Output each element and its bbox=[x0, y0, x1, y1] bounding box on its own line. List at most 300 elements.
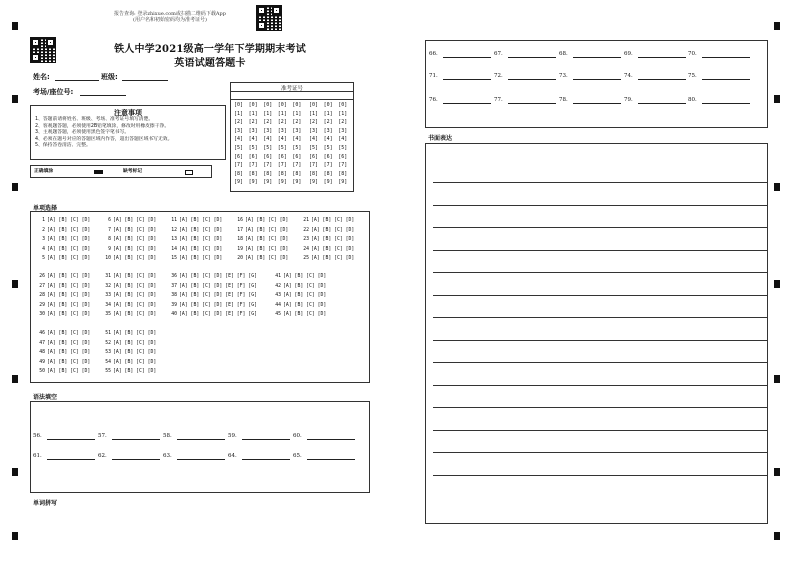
exam-id-bubble[interactable]: [9] bbox=[248, 179, 258, 186]
writing-answer-box bbox=[425, 143, 768, 524]
mc-question-number: 43 bbox=[275, 293, 281, 299]
blank-number: 63. bbox=[163, 453, 172, 459]
exam-id-bubble[interactable]: [6] bbox=[234, 153, 244, 160]
mc-option-bubbles[interactable]: [A] [B] [C] [D] bbox=[245, 218, 289, 223]
blank-number: 61. bbox=[33, 453, 42, 459]
mc-question-number: 14 bbox=[171, 246, 177, 252]
blank-number: 68. bbox=[559, 51, 568, 57]
exam-id-bubble[interactable]: [9] bbox=[323, 179, 333, 186]
exam-id-bubble[interactable]: [4] bbox=[234, 136, 244, 143]
mc-option-bubbles[interactable]: [A] [B] [C] [D] [E] [F] [G] bbox=[179, 283, 257, 289]
answer-blank[interactable] bbox=[702, 103, 750, 104]
mc-option-bubbles[interactable]: [A] [B] [C] [D] bbox=[113, 312, 157, 318]
mc-option-bubbles[interactable]: [A] [B] [C] [D] bbox=[311, 237, 355, 243]
writing-line[interactable] bbox=[433, 272, 767, 273]
mc-question-number: 1 bbox=[42, 218, 45, 223]
writing-line[interactable] bbox=[433, 430, 767, 431]
mc-option-bubbles[interactable]: [A] [B] [C] [D] bbox=[47, 237, 91, 243]
mc-question-number: 28 bbox=[39, 293, 45, 299]
exam-id-bubble[interactable]: [0] bbox=[248, 102, 258, 108]
exam-id-bubble[interactable]: [4] bbox=[248, 136, 258, 143]
mc-option-bubbles[interactable]: [A] [B] [C] [D] bbox=[47, 293, 91, 299]
report-notice-line1: 报告查询: 登录zhixue.com或扫描二维码下载App bbox=[114, 11, 226, 17]
exam-id-bubble[interactable]: [8] bbox=[323, 170, 333, 177]
answer-blank[interactable] bbox=[508, 79, 556, 80]
exam-id-bubble[interactable]: [7] bbox=[234, 162, 244, 169]
missing-mark-label: 缺考标记 bbox=[123, 169, 143, 174]
mc-question-number: 30 bbox=[39, 312, 45, 318]
mc-question-number: 13 bbox=[171, 237, 177, 243]
writing-line[interactable] bbox=[433, 362, 767, 363]
alignment-mark bbox=[774, 375, 780, 383]
exam-id-bubble[interactable]: [4] bbox=[277, 136, 287, 143]
mc-option-bubbles[interactable]: [A] [B] [C] [D] bbox=[113, 350, 157, 356]
blank-number: 79. bbox=[624, 97, 633, 103]
answer-blank[interactable] bbox=[702, 79, 750, 80]
alignment-mark bbox=[774, 95, 780, 103]
exam-id-bubble[interactable]: [0] bbox=[277, 102, 287, 108]
mc-question-number: 23 bbox=[303, 237, 309, 243]
mc-option-bubbles[interactable]: [A] [B] [C] [D] bbox=[113, 369, 157, 375]
answer-blank[interactable] bbox=[573, 57, 621, 58]
blank-number: 80. bbox=[688, 97, 697, 103]
missing-mark-box[interactable] bbox=[185, 170, 193, 175]
mc-question-number: 48 bbox=[39, 350, 45, 356]
answer-blank[interactable] bbox=[177, 439, 225, 440]
writing-line[interactable] bbox=[433, 385, 767, 386]
mc-question-number: 24 bbox=[303, 246, 309, 252]
mc-option-bubbles[interactable]: [A] [B] [C] [D] bbox=[47, 340, 91, 346]
answer-blank[interactable] bbox=[573, 79, 621, 80]
exam-id-bubble[interactable]: [7] bbox=[338, 162, 348, 169]
mc-question-number: 32 bbox=[105, 283, 111, 289]
answer-blank[interactable] bbox=[508, 103, 556, 104]
correct-fill-label: 正确填涂 bbox=[34, 169, 54, 174]
mc-question-number: 25 bbox=[303, 256, 309, 262]
blank-number: 58. bbox=[163, 433, 172, 439]
exam-title: 铁人中学2021级高一学年下学期期末考试 bbox=[114, 44, 306, 55]
answer-blank[interactable] bbox=[443, 79, 491, 80]
app-qr-code bbox=[256, 5, 282, 31]
exam-id-bubble[interactable]: [5] bbox=[323, 145, 333, 151]
answer-blank[interactable] bbox=[638, 79, 686, 80]
answer-blank[interactable] bbox=[307, 459, 355, 460]
exam-id-bubble[interactable]: [2] bbox=[234, 119, 244, 126]
mc-option-bubbles[interactable]: [A] [B] [C] [D] bbox=[47, 312, 91, 318]
exam-id-bubble[interactable]: [7] bbox=[277, 162, 287, 169]
mc-question-number: 51 bbox=[105, 331, 111, 336]
exam-id-bubble[interactable]: [5] bbox=[309, 145, 319, 151]
writing-line[interactable] bbox=[433, 407, 767, 408]
answer-blank[interactable] bbox=[112, 459, 160, 460]
mc-option-bubbles[interactable]: [A] [B] [C] [D] bbox=[283, 283, 327, 289]
blank-number: 75. bbox=[688, 73, 697, 79]
mc-question-number: 46 bbox=[39, 331, 45, 336]
exam-id-bubble[interactable]: [0] bbox=[338, 102, 348, 108]
blank-number: 56. bbox=[33, 433, 42, 439]
mc-option-bubbles[interactable]: [A] [B] [C] [D] bbox=[47, 283, 91, 289]
mc-question-number: 19 bbox=[237, 246, 243, 252]
spelling-section-label: 单词拼写 bbox=[33, 500, 58, 507]
mc-option-bubbles[interactable]: [A] [B] [C] [D] bbox=[47, 218, 91, 223]
mc-option-bubbles[interactable]: [A] [B] [C] [D] bbox=[113, 359, 157, 365]
alignment-mark bbox=[12, 183, 18, 191]
answer-blank[interactable] bbox=[47, 459, 95, 460]
mc-question-number: 34 bbox=[105, 302, 111, 308]
alignment-mark bbox=[12, 375, 18, 383]
answer-blank[interactable] bbox=[443, 57, 491, 58]
exam-id-bubble[interactable]: [2] bbox=[338, 119, 348, 126]
exam-id-bubble[interactable]: [1] bbox=[277, 110, 287, 117]
mc-option-bubbles[interactable]: [A] [B] [C] [D] [E] [F] [G] bbox=[179, 274, 257, 279]
exam-id-bubble[interactable]: [2] bbox=[292, 119, 302, 126]
exam-id-bubble[interactable]: [1] bbox=[263, 110, 273, 117]
writing-line[interactable] bbox=[433, 475, 767, 476]
writing-line[interactable] bbox=[433, 250, 767, 251]
mc-question-number: 47 bbox=[39, 340, 45, 346]
exam-id-bubble[interactable]: [2] bbox=[263, 119, 273, 126]
mc-option-bubbles[interactable]: [A] [B] [C] [D] bbox=[245, 237, 289, 243]
mc-option-bubbles[interactable]: [A] [B] [C] [D] bbox=[311, 246, 355, 252]
exam-id-bubble[interactable]: [9] bbox=[338, 179, 348, 186]
exam-id-bubble[interactable]: [8] bbox=[248, 170, 258, 177]
answer-blank[interactable] bbox=[702, 57, 750, 58]
blank-number: 72. bbox=[494, 73, 503, 79]
grammar-section-label: 语法填空 bbox=[33, 394, 58, 401]
answer-blank[interactable] bbox=[177, 459, 225, 460]
alignment-mark bbox=[12, 22, 18, 30]
grammar-blank-grid bbox=[31, 402, 369, 492]
exam-id-bubble[interactable]: [4] bbox=[338, 136, 348, 143]
alignment-mark bbox=[12, 95, 18, 103]
note-item: 4、必须在题号对应的答题区域内作答，超出答题区域书写无效。 bbox=[35, 136, 173, 142]
writing-line[interactable] bbox=[433, 452, 767, 453]
exam-id-bubble[interactable]: [3] bbox=[338, 127, 348, 134]
mc-option-bubbles[interactable]: [A] [B] [C] [D] bbox=[113, 331, 157, 336]
spelling-blank-grid bbox=[426, 41, 767, 127]
mc-option-bubbles[interactable]: [A] [B] [C] [D] bbox=[113, 227, 157, 233]
seat-field[interactable] bbox=[80, 95, 126, 96]
sheet-qr-code bbox=[30, 37, 56, 63]
exam-id-bubble[interactable]: [9] bbox=[277, 179, 287, 186]
mc-option-bubbles[interactable]: [A] [B] [C] [D] bbox=[47, 350, 91, 356]
mc-question-number: 3 bbox=[42, 237, 45, 243]
exam-id-bubble[interactable]: [9] bbox=[309, 179, 319, 186]
blank-number: 65. bbox=[293, 453, 302, 459]
mc-option-bubbles[interactable]: [A] [B] [C] [D] bbox=[245, 227, 289, 233]
answer-blank[interactable] bbox=[508, 57, 556, 58]
exam-id-bubble[interactable]: [6] bbox=[309, 153, 319, 160]
exam-id-bubble[interactable]: [3] bbox=[234, 127, 244, 134]
exam-id-bubble[interactable]: [5] bbox=[338, 145, 348, 151]
blank-number: 59. bbox=[228, 433, 237, 439]
exam-id-bubble[interactable]: [9] bbox=[263, 179, 273, 186]
note-item: 3、主观题答题，必须使用黑色签字笔书写。 bbox=[35, 130, 130, 135]
exam-id-bubble[interactable]: [0] bbox=[234, 102, 244, 108]
exam-id-bubble[interactable]: [2] bbox=[277, 119, 287, 126]
exam-id-bubble[interactable]: [0] bbox=[263, 102, 273, 108]
exam-id-bubble[interactable]: [0] bbox=[323, 102, 333, 108]
blank-number: 64. bbox=[228, 453, 237, 459]
mc-option-bubbles[interactable]: [A] [B] [C] [D] bbox=[283, 274, 327, 279]
sheet-title: 英语试题答题卡 bbox=[174, 58, 246, 69]
blank-number: 66. bbox=[429, 51, 438, 57]
blank-number: 77. bbox=[494, 97, 503, 103]
mc-question-number: 44 bbox=[275, 302, 281, 308]
exam-id-bubble[interactable]: [7] bbox=[309, 162, 319, 169]
mc-question-number: 36 bbox=[171, 274, 177, 279]
exam-id-bubble[interactable]: [6] bbox=[248, 153, 258, 160]
writing-line[interactable] bbox=[433, 317, 767, 318]
exam-id-bubble[interactable]: [8] bbox=[263, 170, 273, 177]
mc-option-bubbles[interactable]: [A] [B] [C] [D] bbox=[179, 237, 223, 243]
answer-blank[interactable] bbox=[573, 103, 621, 104]
answer-blank[interactable] bbox=[638, 103, 686, 104]
mc-question-number: 55 bbox=[105, 369, 111, 375]
exam-id-bubble[interactable]: [3] bbox=[248, 127, 258, 134]
mc-question-number: 4 bbox=[42, 246, 45, 252]
mc-answer-box bbox=[30, 211, 370, 383]
blank-number: 74. bbox=[624, 73, 633, 79]
note-item: 1、答题前请将姓名、班级、考场、准考证号填写清楚。 bbox=[35, 117, 154, 122]
mc-question-number: 50 bbox=[39, 369, 45, 375]
writing-line[interactable] bbox=[433, 182, 767, 183]
exam-id-bubble[interactable]: [3] bbox=[263, 127, 273, 134]
mc-option-bubbles[interactable]: [A] [B] [C] [D] bbox=[47, 274, 91, 279]
mc-option-bubbles[interactable]: [A] [B] [C] [D] [E] [F] [G] bbox=[179, 293, 257, 299]
mc-option-bubbles[interactable]: [A] [B] [C] [D] bbox=[47, 359, 91, 365]
mc-question-number: 12 bbox=[171, 227, 177, 233]
mc-option-bubbles[interactable]: [A] [B] [C] [D] bbox=[311, 256, 355, 262]
mc-option-bubbles[interactable]: [A] [B] [C] [D] bbox=[179, 218, 223, 223]
exam-id-bubble[interactable]: [3] bbox=[292, 127, 302, 134]
exam-id-bubble[interactable]: [6] bbox=[323, 153, 333, 160]
exam-id-bubble[interactable]: [4] bbox=[323, 136, 333, 143]
exam-id-bubble[interactable]: [1] bbox=[323, 110, 333, 117]
mc-option-bubbles[interactable]: [A] [B] [C] [D] bbox=[283, 293, 327, 299]
blank-number: 67. bbox=[494, 51, 503, 57]
mc-question-number: 52 bbox=[105, 340, 111, 346]
writing-line[interactable] bbox=[433, 227, 767, 228]
mc-question-number: 41 bbox=[275, 274, 281, 279]
blank-number: 73. bbox=[559, 73, 568, 79]
alignment-mark bbox=[12, 468, 18, 476]
exam-id-bubble[interactable]: [6] bbox=[277, 153, 287, 160]
mc-option-bubbles[interactable]: [A] [B] [C] [D] bbox=[113, 256, 157, 262]
mc-option-bubbles[interactable]: [A] [B] [C] [D] bbox=[283, 312, 327, 318]
mc-option-bubbles[interactable]: [A] [B] [C] [D] bbox=[311, 218, 355, 223]
exam-id-bubble[interactable]: [2] bbox=[323, 119, 333, 126]
class-label: 班级: bbox=[101, 73, 118, 81]
answer-blank[interactable] bbox=[638, 57, 686, 58]
exam-id-box bbox=[230, 82, 354, 192]
exam-id-bubble[interactable]: [2] bbox=[248, 119, 258, 126]
writing-line[interactable] bbox=[433, 340, 767, 341]
mc-question-number: 53 bbox=[105, 350, 111, 356]
mc-question-number: 27 bbox=[39, 283, 45, 289]
alignment-mark bbox=[774, 532, 780, 540]
mc-question-number: 31 bbox=[105, 274, 111, 279]
exam-id-bubble[interactable]: [7] bbox=[292, 162, 302, 169]
exam-id-bubble[interactable]: [9] bbox=[234, 179, 244, 186]
mc-option-bubbles[interactable]: [A] [B] [C] [D] bbox=[113, 283, 157, 289]
mc-question-number: 42 bbox=[275, 283, 281, 289]
mc-question-number: 38 bbox=[171, 293, 177, 299]
exam-id-bubble[interactable]: [5] bbox=[248, 145, 258, 151]
exam-id-bubble-grid bbox=[234, 102, 352, 190]
mc-option-bubbles[interactable]: [A] [B] [C] [D] bbox=[113, 302, 157, 308]
exam-id-bubble[interactable]: [6] bbox=[292, 153, 302, 160]
exam-id-bubble[interactable]: [1] bbox=[309, 110, 319, 117]
mc-question-number: 49 bbox=[39, 359, 45, 365]
note-item: 5、保持答卷清洁、完整。 bbox=[35, 143, 91, 148]
mc-question-number: 16 bbox=[237, 218, 243, 223]
writing-line[interactable] bbox=[433, 205, 767, 206]
exam-id-bubble[interactable]: [8] bbox=[338, 170, 348, 177]
mc-question-number: 2 bbox=[42, 227, 45, 233]
mc-option-bubbles[interactable]: [A] [B] [C] [D] bbox=[113, 218, 157, 223]
mc-section-label: 单项选择 bbox=[33, 205, 58, 212]
alignment-mark bbox=[774, 22, 780, 30]
mc-option-bubbles[interactable]: [A] [B] [C] [D] bbox=[179, 256, 223, 262]
exam-id-bubble[interactable]: [3] bbox=[323, 127, 333, 134]
mc-question-number: 35 bbox=[105, 312, 111, 318]
answer-blank[interactable] bbox=[242, 459, 290, 460]
blank-number: 71. bbox=[429, 73, 438, 79]
exam-id-bubble[interactable]: [1] bbox=[338, 110, 348, 117]
writing-line[interactable] bbox=[433, 295, 767, 296]
mc-option-bubbles[interactable]: [A] [B] [C] [D] [E] [F] [G] bbox=[179, 312, 257, 318]
blank-number: 62. bbox=[98, 453, 107, 459]
answer-blank[interactable] bbox=[47, 439, 95, 440]
note-item: 2、客观题答题，必须使用2B铅笔填涂，修改时用橡皮擦干净。 bbox=[35, 123, 170, 129]
exam-id-bubble[interactable]: [5] bbox=[277, 145, 287, 151]
exam-id-bubble[interactable]: [6] bbox=[338, 153, 348, 160]
exam-id-bubble[interactable]: [8] bbox=[292, 170, 302, 177]
mc-question-number: 21 bbox=[303, 218, 309, 223]
mc-option-bubbles[interactable]: [A] [B] [C] [D] bbox=[47, 256, 91, 262]
mc-option-bubbles[interactable]: [A] [B] [C] [D] bbox=[113, 237, 157, 243]
mc-question-number: 22 bbox=[303, 227, 309, 233]
exam-id-bubble[interactable]: [1] bbox=[248, 110, 258, 117]
exam-id-bubble[interactable]: [0] bbox=[309, 102, 319, 108]
mc-option-bubbles[interactable]: [A] [B] [C] [D] bbox=[47, 246, 91, 252]
mc-question-number: 39 bbox=[171, 302, 177, 308]
report-notice-line2: (用户名和初始密码均为准考证号) bbox=[133, 17, 207, 23]
answer-blank[interactable] bbox=[443, 103, 491, 104]
mc-question-number: 7 bbox=[108, 227, 111, 233]
grammar-answer-box bbox=[30, 401, 370, 493]
mc-option-bubbles[interactable]: [A] [B] [C] [D] bbox=[311, 227, 355, 233]
mc-question-number: 29 bbox=[39, 302, 45, 308]
mc-option-bubbles[interactable]: [A] [B] [C] [D] bbox=[47, 302, 91, 308]
seat-label: 考场/座位号: bbox=[33, 88, 74, 96]
mc-option-bubbles[interactable]: [A] [B] [C] [D] bbox=[47, 227, 91, 233]
exam-id-bubble[interactable]: [4] bbox=[309, 136, 319, 143]
correct-fill-sample bbox=[94, 170, 103, 174]
alignment-mark bbox=[12, 532, 18, 540]
class-field[interactable] bbox=[122, 80, 168, 81]
exam-id-bubble[interactable]: [4] bbox=[292, 136, 302, 143]
mc-option-bubbles[interactable]: [A] [B] [C] [D] [E] [F] [G] bbox=[179, 302, 257, 308]
exam-id-bubble[interactable]: [2] bbox=[309, 119, 319, 126]
answer-blank[interactable] bbox=[112, 439, 160, 440]
mc-option-bubbles[interactable]: [A] [B] [C] [D] bbox=[283, 302, 327, 308]
mc-question-number: 6 bbox=[108, 218, 111, 223]
mc-option-bubbles[interactable]: [A] [B] [C] [D] bbox=[245, 256, 289, 262]
exam-id-bubble[interactable]: [3] bbox=[277, 127, 287, 134]
mc-option-bubbles[interactable]: [A] [B] [C] [D] bbox=[47, 331, 91, 336]
mc-question-number: 33 bbox=[105, 293, 111, 299]
exam-id-bubble[interactable]: [4] bbox=[263, 136, 273, 143]
exam-id-label: 准考证号 bbox=[231, 84, 353, 92]
exam-id-write-row bbox=[231, 92, 353, 100]
exam-id-bubble[interactable]: [5] bbox=[263, 145, 273, 151]
blank-number: 57. bbox=[98, 433, 107, 439]
exam-id-bubble[interactable]: [3] bbox=[309, 127, 319, 134]
fill-example-box bbox=[30, 165, 212, 178]
name-field[interactable] bbox=[55, 80, 99, 81]
report-notice bbox=[90, 11, 250, 23]
mc-option-bubbles[interactable]: [A] [B] [C] [D] bbox=[179, 246, 223, 252]
name-label: 姓名: bbox=[33, 73, 50, 81]
exam-id-bubble[interactable]: [6] bbox=[263, 153, 273, 160]
alignment-mark bbox=[774, 183, 780, 191]
blank-number: 60. bbox=[293, 433, 302, 439]
alignment-mark bbox=[12, 280, 18, 288]
mc-option-bubbles[interactable]: [A] [B] [C] [D] bbox=[179, 227, 223, 233]
mc-question-number: 54 bbox=[105, 359, 111, 365]
exam-id-bubble[interactable]: [5] bbox=[234, 145, 244, 151]
mc-option-bubbles[interactable]: [A] [B] [C] [D] bbox=[113, 340, 157, 346]
exam-id-bubble[interactable]: [5] bbox=[292, 145, 302, 151]
blank-number: 76. bbox=[429, 97, 438, 103]
exam-id-bubble[interactable]: [1] bbox=[292, 110, 302, 117]
exam-id-bubble[interactable]: [7] bbox=[323, 162, 333, 169]
exam-id-bubble[interactable]: [8] bbox=[277, 170, 287, 177]
mc-question-number: 18 bbox=[237, 237, 243, 243]
spelling-answer-box bbox=[425, 40, 768, 128]
mc-question-number: 17 bbox=[237, 227, 243, 233]
mc-question-number: 45 bbox=[275, 312, 281, 318]
answer-blank[interactable] bbox=[242, 439, 290, 440]
mc-option-bubbles[interactable]: [A] [B] [C] [D] bbox=[113, 274, 157, 279]
answer-blank[interactable] bbox=[307, 439, 355, 440]
blank-number: 70. bbox=[688, 51, 697, 57]
alignment-mark bbox=[774, 280, 780, 288]
mc-question-number: 37 bbox=[171, 283, 177, 289]
mc-question-number: 15 bbox=[171, 256, 177, 262]
mc-option-bubbles[interactable]: [A] [B] [C] [D] bbox=[113, 293, 157, 299]
mc-question-number: 10 bbox=[105, 256, 111, 262]
blank-number: 69. bbox=[624, 51, 633, 57]
mc-question-number: 5 bbox=[42, 256, 45, 262]
exam-id-bubble[interactable]: [7] bbox=[248, 162, 258, 169]
exam-id-bubble[interactable]: [8] bbox=[309, 170, 319, 177]
exam-id-bubble[interactable]: [0] bbox=[292, 102, 302, 108]
alignment-mark bbox=[774, 468, 780, 476]
exam-id-bubble[interactable]: [9] bbox=[292, 179, 302, 186]
mc-bubble-grid bbox=[31, 212, 369, 382]
mc-option-bubbles[interactable]: [A] [B] [C] [D] bbox=[245, 246, 289, 252]
exam-id-bubble[interactable]: [1] bbox=[234, 110, 244, 117]
mc-option-bubbles[interactable]: [A] [B] [C] [D] bbox=[47, 369, 91, 375]
exam-id-bubble[interactable]: [7] bbox=[263, 162, 273, 169]
mc-option-bubbles[interactable]: [A] [B] [C] [D] bbox=[113, 246, 157, 252]
writing-section-label: 书面表达 bbox=[428, 135, 453, 142]
notes-box bbox=[30, 105, 226, 160]
exam-id-bubble[interactable]: [8] bbox=[234, 170, 244, 177]
